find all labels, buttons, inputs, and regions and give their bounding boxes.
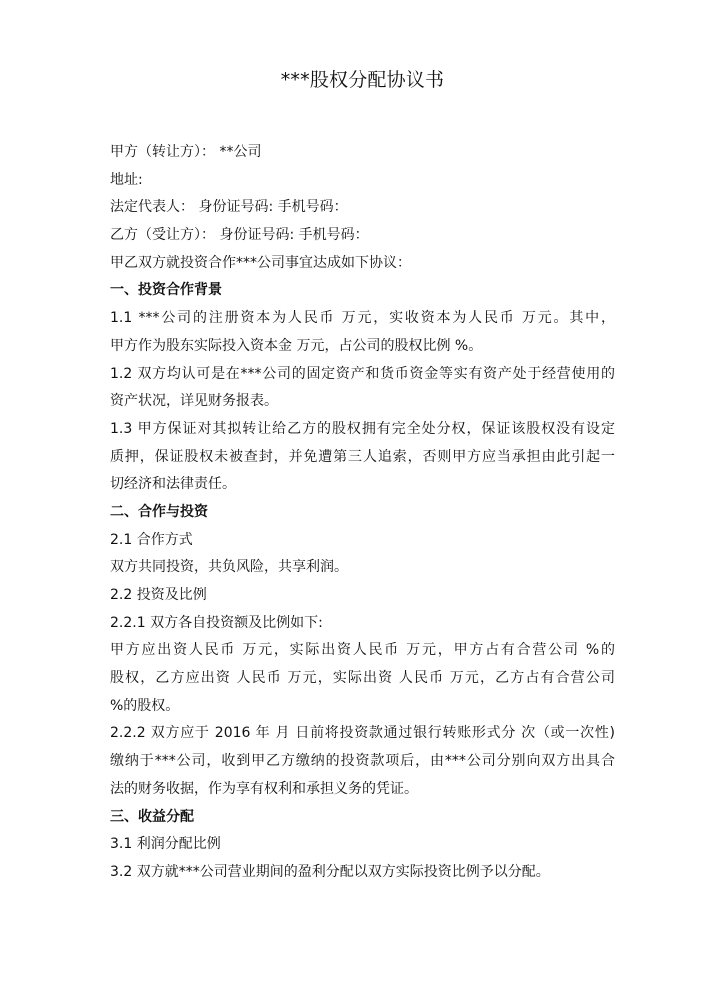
subsection-3-1: 3.1 利润分配比例	[110, 836, 221, 853]
paragraph-2-2-2-line-3: 法的财务收据，作为享有权利和承担义务的凭证。	[110, 780, 418, 797]
paragraph-2-2-1-line-2: 股权，乙方应出资 人民币 万元，实际出资 人民币 万元，乙方占有合营公司	[110, 670, 615, 687]
paragraph-3-2: 3.2 双方就***公司营业期间的盈利分配以双方实际投资比例予以分配。	[110, 863, 550, 880]
document-title: ***股权分配协议书	[280, 69, 445, 91]
paragraph-1-3-line-2: 质押，保证股权未被查封，并免遭第三人追索，否则甲方应当承担由此引起一	[110, 448, 615, 465]
paragraph-1-1-line-1: 1.1 ***公司的注册资本为人民币 万元，实收资本为人民币 万元。其中，	[110, 310, 615, 327]
document-body	[110, 139, 615, 887]
legal-representative-line: 法定代表人： 身份证号码: 手机号码：	[110, 199, 348, 216]
paragraph-2-2-2-line-2: 缴纳于***公司，收到甲乙方缴纳的投资款项后，由***公司分别向双方出具合	[110, 753, 615, 770]
paragraph-2-1: 双方共同投资，共负风险，共享利润。	[110, 559, 348, 576]
paragraph-2-2-1-line-1: 甲方应出资人民币 万元，实际出资人民币 万元，甲方占有合营公司 %的	[110, 642, 615, 659]
paragraph-1-3-line-3: 切经济和法律责任。	[110, 476, 236, 493]
agreement-intro: 甲乙双方就投资合作***公司事宜达成如下协议：	[110, 254, 411, 271]
subsection-2-2: 2.2 投资及比例	[110, 587, 207, 603]
section-heading-1: 一、投资合作背景	[110, 282, 222, 299]
subsection-2-2-1: 2.2.1 双方各自投资额及比例如下:	[110, 614, 323, 631]
party-b-line: 乙方（受让方）： 身份证号码: 手机号码：	[110, 227, 369, 244]
paragraph-2-2-2-line-1: 2.2.2 双方应于 2016 年 月 日前将投资款通过银行转账形式分 次（或一次性)	[110, 725, 615, 742]
paragraph-1-2-line-2: 资产状况，详见财务报表。	[110, 393, 278, 410]
paragraph-1-2-line-1: 1.2 双方均认可是在***公司的固定资产和货币资金等实有资产处于经营使用的	[110, 365, 615, 382]
paragraph-2-2-1-line-3: %的股权。	[110, 697, 180, 714]
party-a-line: 甲方（转让方）： **公司	[110, 144, 262, 160]
section-heading-2: 二、合作与投资	[110, 503, 208, 520]
paragraph-1-3-line-1: 1.3 甲方保证对其拟转让给乙方的股权拥有完全处分权，保证该股权没有设定	[110, 420, 615, 437]
address-line: 地址:	[110, 171, 143, 188]
paragraph-1-1-line-2: 甲方作为股东实际投入资本金 万元，占公司的股权比例 %。	[110, 337, 483, 354]
section-heading-3: 三、收益分配	[110, 808, 194, 825]
subsection-2-1: 2.1 合作方式	[110, 531, 193, 548]
